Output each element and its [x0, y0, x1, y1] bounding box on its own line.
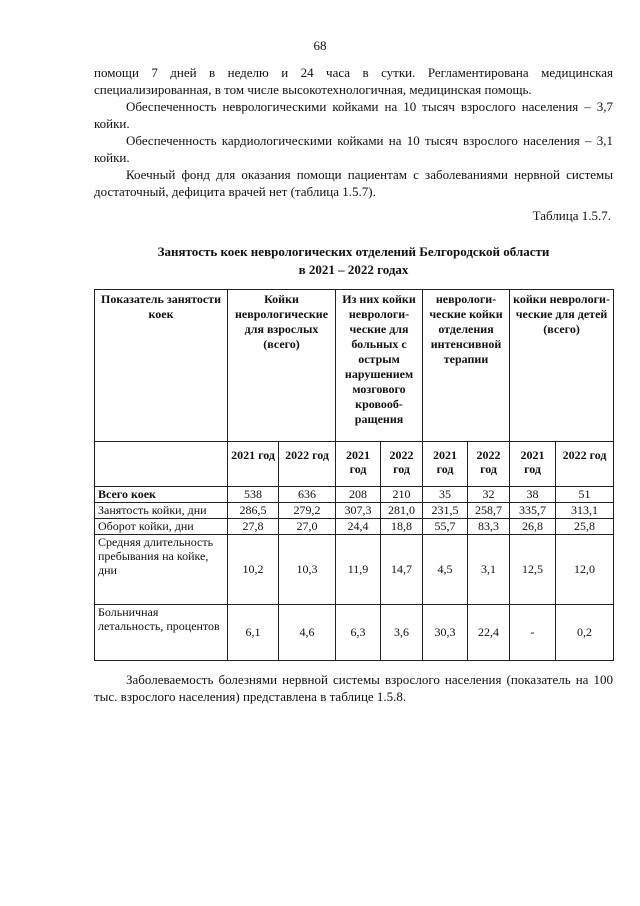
cell-value: 35: [423, 487, 468, 503]
table-caption: Таблица 1.5.7.: [532, 208, 611, 223]
table-row: [95, 535, 614, 605]
cell-value: 636: [279, 487, 336, 503]
cell-value: 279,2: [279, 503, 336, 519]
cell-value: 231,5: [423, 503, 468, 519]
year-cell: 2021 год: [228, 442, 279, 487]
row-label: Больничная летальность, процентов: [95, 605, 228, 661]
cell-value: 12,5: [510, 535, 556, 605]
cell-value: 3,6: [381, 605, 423, 661]
cell-value: 24,4: [336, 519, 381, 535]
cell-value: 51: [556, 487, 614, 503]
header-group-stroke-beds: Из них койки неврологи-ческие для больных с острым нарушением мозгового кровооб-ращения: [336, 290, 423, 442]
intro-paragraph-2: Обеспеченность неврологическими койками на 10 тысяч взрослого населения – 3,7 койки.: [94, 99, 613, 131]
cell-value: 26,8: [510, 519, 556, 535]
cell-value: 281,0: [381, 503, 423, 519]
year-row: [95, 442, 614, 487]
cell-value: 27,8: [228, 519, 279, 535]
year-cell: 2022 год: [381, 442, 423, 487]
header-group-child-beds: койки неврологи-ческие для детей (всего): [510, 290, 614, 442]
row-label: Оборот койки, дни: [95, 519, 228, 535]
cell-value: 210: [381, 487, 423, 503]
year-row-empty: [95, 442, 228, 487]
table-row: [95, 487, 614, 503]
cell-value: 313,1: [556, 503, 614, 519]
table-row: [95, 519, 614, 535]
cell-value: 4,6: [279, 605, 336, 661]
header-row: [95, 290, 614, 442]
year-cell: 2021 год: [510, 442, 556, 487]
cell-value: 10,2: [228, 535, 279, 605]
cell-value: 32: [468, 487, 510, 503]
cell-value: 83,3: [468, 519, 510, 535]
row-label: Всего коек: [95, 487, 228, 503]
intro-paragraph-3: Обеспеченность кардиологическими койками на 10 тысяч взрослого населения – 3,1 койки.: [94, 133, 613, 165]
page-number: 68: [313, 38, 327, 53]
header-group-adult-beds: Койки неврологические для взрослых (всего): [228, 290, 336, 442]
intro-paragraph-4: Коечный фонд для оказания помощи пациентам с заболеваниями нервной системы достаточный, дефицита врачей нет (таблица 1.5.7).: [94, 167, 613, 199]
table-title-line-1: Занятость коек неврологических отделений Белгородской области: [157, 244, 550, 259]
year-cell: 2022 год: [279, 442, 336, 487]
year-cell: 2021 год: [336, 442, 381, 487]
header-indicator: Показатель занятости коек: [95, 290, 228, 442]
bed-occupancy-table: [94, 289, 614, 661]
row-label: Занятость койки, дни: [95, 503, 228, 519]
cell-value: 30,3: [423, 605, 468, 661]
cell-value: 10,3: [279, 535, 336, 605]
cell-value: 25,8: [556, 519, 614, 535]
cell-value: 14,7: [381, 535, 423, 605]
cell-value: 0,2: [556, 605, 614, 661]
table-title: [94, 243, 613, 279]
cell-value: 11,9: [336, 535, 381, 605]
row-label: Средняя длительность пребывания на койке, дни: [95, 535, 228, 605]
cell-value: -: [510, 605, 556, 661]
cell-value: 22,4: [468, 605, 510, 661]
cell-value: 27,0: [279, 519, 336, 535]
year-cell: 2021 год: [423, 442, 468, 487]
table-row: [95, 503, 614, 519]
cell-value: 4,5: [423, 535, 468, 605]
cell-value: 208: [336, 487, 381, 503]
year-cell: 2022 год: [556, 442, 614, 487]
cell-value: 6,3: [336, 605, 381, 661]
intro-paragraph-1: помощи 7 дней в неделю и 24 часа в сутки. Регламентирована медицинская специализированная, в том числе высокотехнологичная, медицинская помощь.: [94, 65, 613, 97]
cell-value: 335,7: [510, 503, 556, 519]
cell-value: 55,7: [423, 519, 468, 535]
cell-value: 6,1: [228, 605, 279, 661]
table-row: [95, 605, 614, 661]
cell-value: 258,7: [468, 503, 510, 519]
cell-value: 18,8: [381, 519, 423, 535]
header-group-icu-beds: неврологи-ческие койки отделения интенсивной терапии: [423, 290, 510, 442]
closing-paragraph: Заболеваемость болезнями нервной системы взрослого населения (показатель на 100 тыс. взрослого населения) представлена в таблице 1.5.8.: [94, 672, 613, 704]
year-cell: 2022 год: [468, 442, 510, 487]
cell-value: 307,3: [336, 503, 381, 519]
cell-value: 12,0: [556, 535, 614, 605]
cell-value: 538: [228, 487, 279, 503]
cell-value: 3,1: [468, 535, 510, 605]
table-title-line-2: в 2021 – 2022 годах: [298, 262, 409, 277]
cell-value: 38: [510, 487, 556, 503]
cell-value: 286,5: [228, 503, 279, 519]
